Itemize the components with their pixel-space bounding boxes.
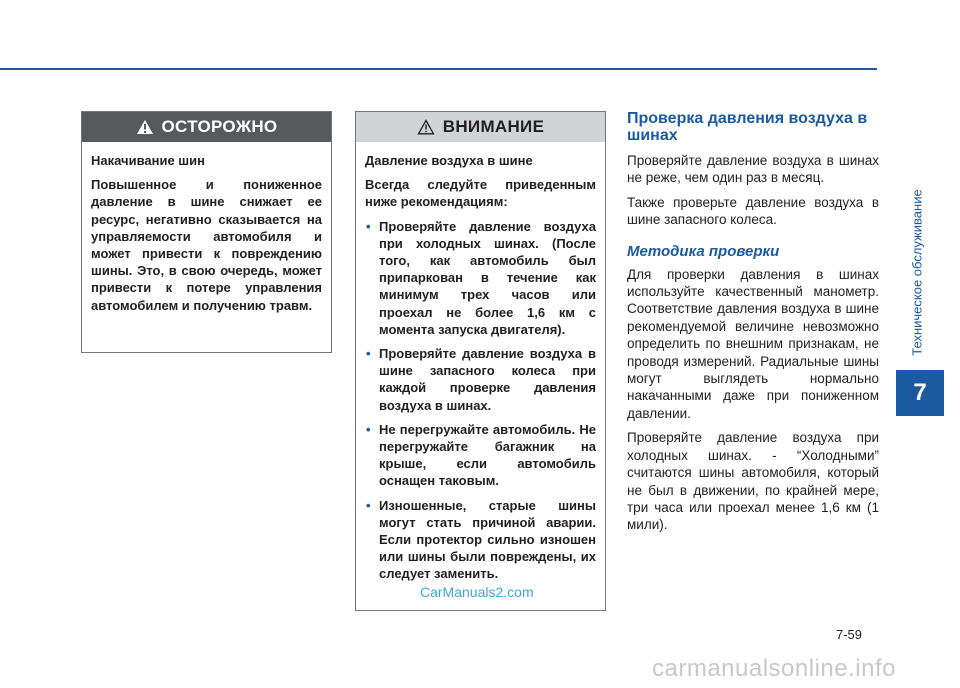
list-item: • Проверяйте давление воздуха в шине запасного колеса при каждой проверке давления воздуха в шинах. — [365, 345, 596, 414]
caution-list — [365, 218, 596, 583]
warning-text: Повышенное и пониженное давление в шине снижает ее ресурс, негативно сказывается на управляемости автомобиля и может привести к повреждению шины. Это, в свою очередь, может привести к потере управления автомобилем и получению травм. — [91, 177, 322, 313]
side-tab — [897, 180, 937, 365]
page-number: 7-59 — [836, 627, 863, 642]
subsection-heading: Методика проверки — [627, 242, 780, 260]
footer-watermark: carmanualsonline.info — [652, 655, 896, 682]
warning-header — [82, 112, 331, 142]
warning-subtitle: Накачивание шин — [91, 153, 205, 168]
paragraph: Проверяйте давление воздуха при холодных шинах. - “Холодными” считаются шины автомобиля, который не был в движении, по крайней мере, три часа или проехал менее 1,6 км (1 мили). — [627, 430, 879, 533]
paragraph: Проверяйте давление воздуха в шинах не реже, чем один раз в месяц. — [627, 153, 879, 186]
warning-triangle-icon — [136, 119, 154, 135]
main-content — [627, 110, 879, 541]
list-item: • Проверяйте давление воздуха при холодных шинах. (После того, как автомобиль был припаркован в течение как минимум трех часов или проехал не более 1,6 км с момента запуска двигателя). — [365, 218, 596, 338]
caution-intro: Всегда следуйте приведенным ниже рекомендациям: — [365, 177, 596, 210]
chapter-number: 7 — [896, 370, 944, 416]
caution-triangle-icon — [417, 119, 435, 135]
paragraph: Также проверьте давление воздуха в шине запасного колеса. — [627, 194, 879, 228]
caution-subtitle: Давление воздуха в шине — [365, 153, 533, 168]
list-item: • Не перегружайте автомобиль. Не перегружайте багажник на крыше, если автомобиль оснащен таковым. — [365, 421, 596, 490]
warning-box — [81, 111, 332, 353]
side-tab-label: Техническое обслуживание — [909, 189, 925, 356]
section-heading: Проверка давления воздуха в шинах — [627, 110, 868, 144]
caution-header — [356, 112, 605, 142]
header-rule — [0, 68, 877, 70]
list-item: • Изношенные, старые шины могут стать причиной аварии. Если протектор сильно изношен или шины были повреждены, их следует заменить. — [365, 497, 596, 583]
paragraph: Для проверки давления в шинах используйте качественный манометр. Соответствие давления воздуха в шине рекомендуемой величине невозможно определить по внешним признакам, не проводя измерений. Радиальные шины могут выглядеть нормально накачанными даже при пониженном давлении. — [627, 266, 879, 421]
site-watermark: CarManuals2.com — [420, 584, 534, 600]
caution-box — [355, 111, 606, 611]
warning-title: ОСТОРОЖНО — [161, 117, 278, 136]
caution-title: ВНИМАНИЕ — [442, 117, 545, 136]
